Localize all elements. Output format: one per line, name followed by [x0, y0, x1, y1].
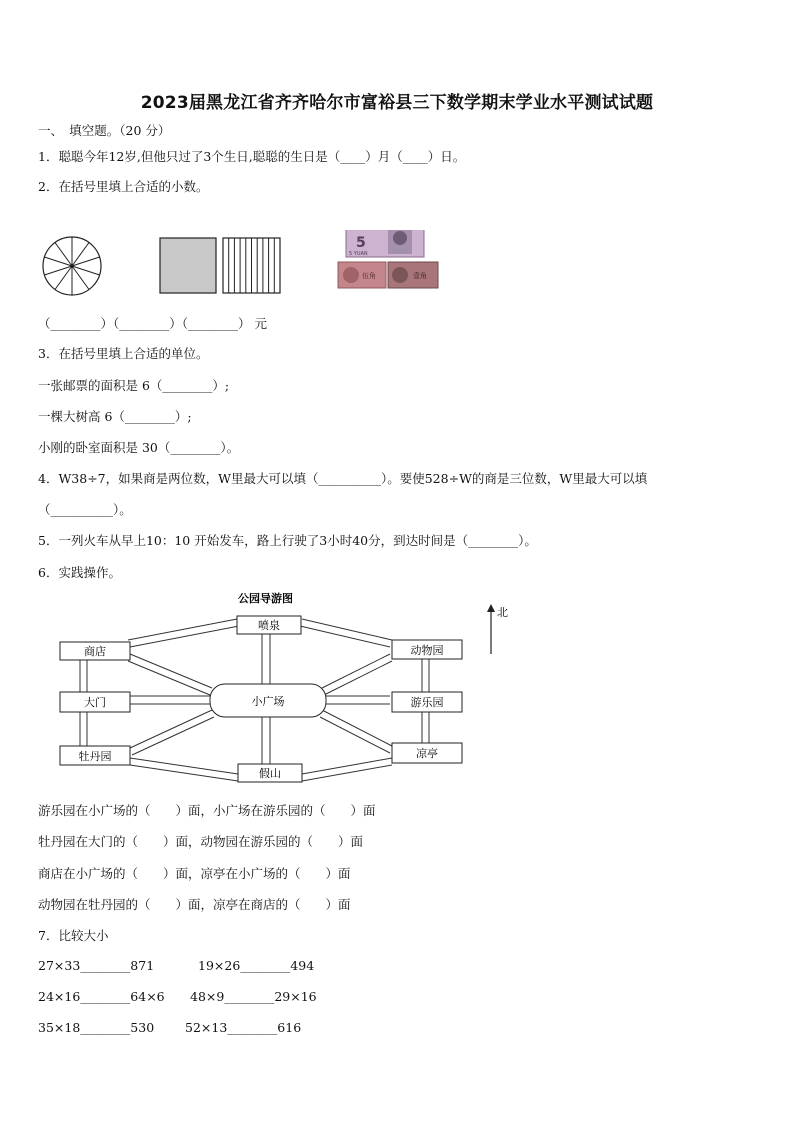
map-title: 公园导游图 [238, 592, 293, 605]
question-6b: 牡丹园在大门的（ ）面，动物园在游乐园的（ ）面 [38, 834, 364, 849]
pie-figure [43, 237, 101, 295]
north-label: 北 [497, 606, 508, 619]
answer-blank[interactable]: （________） [181, 316, 251, 331]
svg-text:牡丹园: 牡丹园 [78, 750, 112, 763]
svg-text:伍角: 伍角 [362, 272, 376, 280]
svg-text:5 YUAN: 5 YUAN [349, 251, 368, 257]
node-shop [60, 642, 130, 660]
compare-3a: 35×18________530 [38, 1020, 155, 1035]
question-4-line2: （__________）。 [38, 502, 132, 517]
compare-3b: 52×13________616 [185, 1020, 302, 1035]
unit-label: 元 [254, 316, 268, 331]
money-1-jiao-note [388, 262, 438, 288]
north-arrow-icon [487, 604, 508, 654]
node-pavilion [392, 743, 462, 763]
question-3a: 一张邮票的面积是 6（________）; [38, 378, 230, 393]
question-3c: 小刚的卧室面积是 30（________）。 [38, 440, 240, 455]
q2-figures [38, 230, 498, 310]
compare-2b: 48×9________29×16 [190, 989, 317, 1004]
svg-text:商店: 商店 [84, 645, 106, 658]
question-5: 5．一列火车从早上10：10 开始发车，路上行驶了3小时40分，到达时间是（________）。 [38, 533, 537, 548]
answer-blank[interactable]: （________） [38, 316, 114, 331]
question-6: 6．实践操作。 [38, 565, 121, 580]
svg-text:喷泉: 喷泉 [258, 619, 280, 632]
answer-blank[interactable]: （________） [113, 316, 182, 331]
page-title: 2023届黑龙江省齐齐哈尔市富裕县三下数学期末学业水平测试试题 [140, 93, 654, 113]
striped-figure [223, 238, 280, 293]
node-rockery [238, 764, 302, 782]
question-4-line1: 4．W38÷7，如果商是两位数，W里最大可以填（__________）。要使528÷W的商是三位数，W里最大可以填 [38, 471, 648, 486]
node-zoo [392, 640, 462, 659]
node-square [210, 684, 326, 717]
square-figure [160, 238, 216, 293]
question-6d: 动物园在牡丹园的（ ）面，凉亭在商店的（ ）面 [38, 897, 351, 912]
question-3: 3．在括号里填上合适的单位。 [38, 346, 209, 361]
svg-text:假山: 假山 [259, 767, 281, 780]
money-5-yuan-note [346, 230, 424, 257]
svg-text:壹角: 壹角 [413, 272, 427, 280]
svg-text:动物园: 动物园 [410, 644, 444, 657]
money-5-jiao-note [338, 262, 386, 288]
svg-text:大门: 大门 [84, 696, 106, 709]
question-6a: 游乐园在小广场的（ ）面，小广场在游乐园的（ ）面 [38, 803, 376, 818]
node-park [392, 692, 462, 712]
q2-answer-line [38, 314, 267, 332]
question-2: 2．在括号里填上合适的小数。 [38, 179, 209, 194]
node-gate [60, 692, 130, 712]
svg-text:凉亭: 凉亭 [416, 747, 438, 760]
svg-text:小广场: 小广场 [251, 695, 285, 708]
section-heading: 一、 填空题。（20 分） [38, 123, 171, 138]
compare-1a: 27×33________871 [38, 958, 155, 973]
svg-text:游乐园: 游乐园 [410, 696, 444, 709]
question-3b: 一棵大树高 6（________）; [38, 409, 192, 424]
question-1: 1．聪聪今年12岁,但他只过了3个生日,聪聪的生日是（____）月（____）日。 [38, 149, 466, 164]
node-peony [60, 746, 130, 765]
compare-1b: 19×26________494 [198, 958, 315, 973]
question-6c: 商店在小广场的（ ）面，凉亭在小广场的（ ）面 [38, 866, 351, 881]
compare-2a: 24×16________64×6 [38, 989, 165, 1004]
question-7: 7．比较大小 [38, 928, 109, 943]
node-spring [237, 616, 301, 634]
park-map [40, 588, 520, 788]
note-value: 5 [356, 235, 366, 251]
